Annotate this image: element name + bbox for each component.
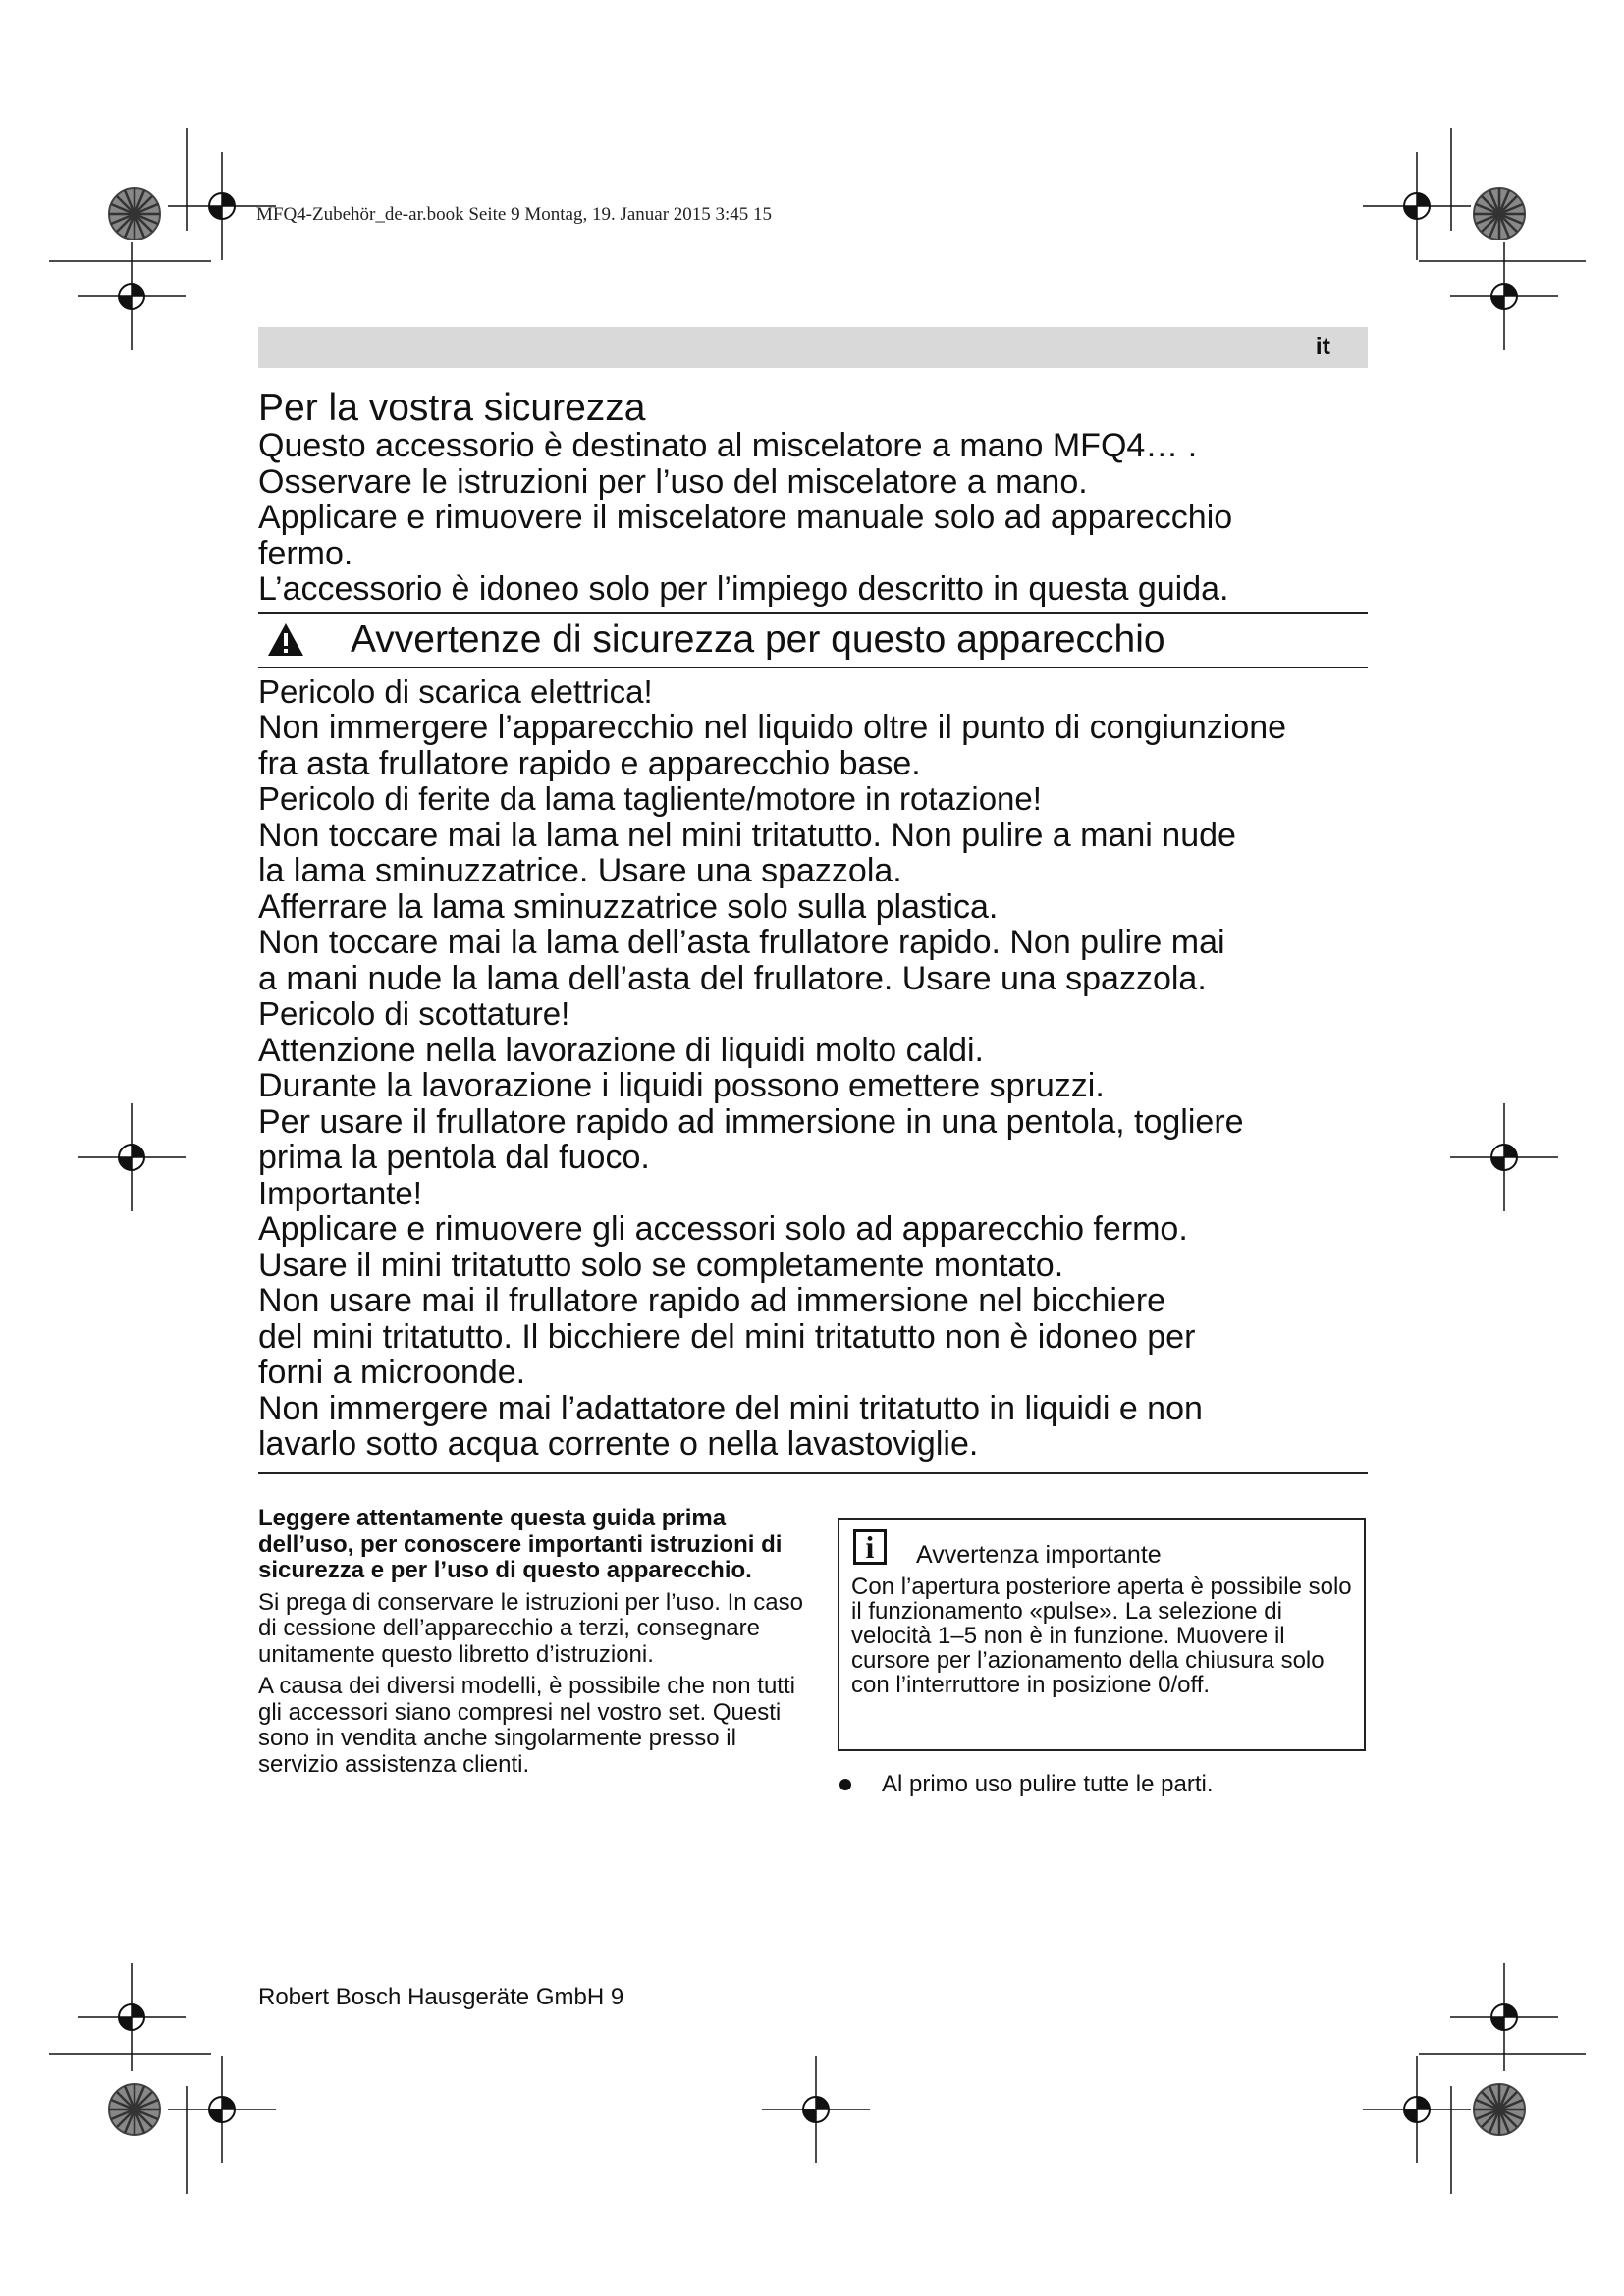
warning-line: Attenzione nella lavorazione di liquidi molto caldi. — [258, 1031, 984, 1069]
intro-line: Applicare e rimuovere il miscelatore manuale solo ad apparecchio — [258, 499, 1233, 536]
warning-line: Usare il mini tritatutto solo se completamente montato. — [258, 1246, 1064, 1284]
bullet-text: Al primo uso pulire tutte le parti. — [882, 1771, 1214, 1797]
warning-line: Afferrare la lama sminuzzatrice solo sulla plastica. — [258, 887, 999, 926]
warning-line: Applicare e rimuovere gli accessori solo ad apparecchio fermo. — [258, 1210, 1188, 1248]
safety-section — [258, 388, 1368, 1474]
warnings-heading — [258, 614, 1368, 667]
important-notice-box — [838, 1518, 1366, 1751]
intro-bold-text: Leggere attentamente questa guida prima dell’uso, per conoscere importanti istruzioni di sicurezza e per l’uso di questo apparecchio. — [258, 1505, 783, 1583]
left-column — [258, 1506, 808, 1784]
registration-mark-top-right — [1363, 128, 1586, 350]
warning-line: Durante la lavorazione i liquidi possono emettere spruzzi. — [258, 1067, 1105, 1104]
warning-line: prima la pentola dal fuoco. — [258, 1139, 650, 1176]
warning-line: a mani nude la lama dell’asta del frullatore. Usare una spazzola. — [258, 959, 1207, 997]
warning-line: Non immergere mai l’adattatore del mini tritatutto in liquidi e non — [258, 1389, 1203, 1427]
intro-line: Osservare le istruzioni per l’uso del miscelatore a mano. — [258, 462, 1088, 501]
language-tag: it — [1315, 333, 1330, 360]
registration-mark-top-left — [49, 128, 276, 350]
divider — [258, 1472, 1368, 1474]
intro-text — [258, 428, 1368, 608]
file-info-header: MFQ4-Zubehör_de-ar.book Seite 9 Montag, 19. Januar 2015 3:45 15 — [256, 204, 773, 225]
warning-subheading: Pericolo di ferite da lama tagliente/motore in rotazione! — [258, 780, 1042, 817]
warning-line: Non toccare mai la lama nel mini tritatutto. Non pulire a mani nude — [258, 816, 1236, 854]
bullet-item — [838, 1771, 1214, 1798]
registration-mark-bottom-center — [762, 2056, 870, 2163]
notice-title: Avvertenza importante — [916, 1541, 1162, 1569]
page-footer: Robert Bosch Hausgeräte GmbH 9 — [258, 1984, 624, 2010]
registration-mark-mid-right — [1450, 1103, 1558, 1211]
bullet-dot-icon — [839, 1779, 851, 1790]
warning-subheading: Pericolo di scottature! — [258, 995, 570, 1032]
warning-line: la lama sminuzzatrice. Usare una spazzola. — [258, 852, 902, 889]
warning-line: lavarlo sotto acqua corrente o nella lavastoviglie. — [258, 1425, 979, 1463]
registration-mark-mid-left — [78, 1103, 186, 1211]
warnings-list — [258, 674, 1368, 1463]
warning-line: Non immergere l’apparecchio nel liquido oltre il punto di congiunzione — [258, 709, 1287, 746]
warnings-heading-text: Avvertenze di sicurezza per questo apparecchio — [351, 617, 1165, 661]
warning-line: Non usare mai il frullatore rapido ad immersione nel bicchiere — [258, 1282, 1166, 1319]
warning-line: Per usare il frullatore rapido ad immersione in una pentola, togliere — [258, 1102, 1244, 1141]
language-bar — [258, 327, 1368, 368]
warning-triangle-icon — [266, 620, 305, 660]
intro-line: L’accessorio è idoneo solo per l’impiego descritto in questa guida. — [258, 570, 1229, 608]
section-title: Per la vostra sicurezza — [258, 387, 646, 429]
warning-line: fra asta frullatore rapido e apparecchio base. — [258, 744, 921, 782]
intro-line: Questo accessorio è destinato al miscelatore a mano MFQ4… . — [258, 427, 1198, 464]
warning-line: del mini tritatutto. Il bicchiere del mini tritatutto non è idoneo per — [258, 1317, 1196, 1356]
warning-line: forni a microonde. — [258, 1354, 526, 1391]
warning-line: Non toccare mai la lama dell’asta frullatore rapido. Non pulire mai — [258, 924, 1225, 961]
warning-subheading: Importante! — [258, 1174, 422, 1211]
left-paragraph: Si prega di conservare le istruzioni per l’uso. In caso di cessione dell’apparecchio a terzi, consegnare unitamente questo libretto d’istruzioni. — [258, 1588, 803, 1668]
warning-subheading: Pericolo di scarica elettrica! — [258, 672, 653, 710]
divider — [258, 667, 1368, 668]
left-paragraph: A causa dei diversi modelli, è possibile che non tutti gli accessori siano compresi nel vostro set. Questi sono in vendita anche singolarmente presso il servizio assistenza clienti. — [258, 1673, 795, 1778]
intro-line: fermo. — [258, 534, 353, 572]
notice-text: Con l’apertura posteriore aperta è possibile solo il funzionamento «pulse». La selezione di velocità 1–5 non è in funzione. Muovere il cursore per l’azionamento della chiusura solo con l’interruttore in posizione 0/off. — [851, 1574, 1352, 1698]
registration-mark-bottom-right — [1363, 1963, 1586, 2194]
info-icon: i — [853, 1529, 887, 1565]
registration-mark-bottom-left — [49, 1963, 276, 2194]
